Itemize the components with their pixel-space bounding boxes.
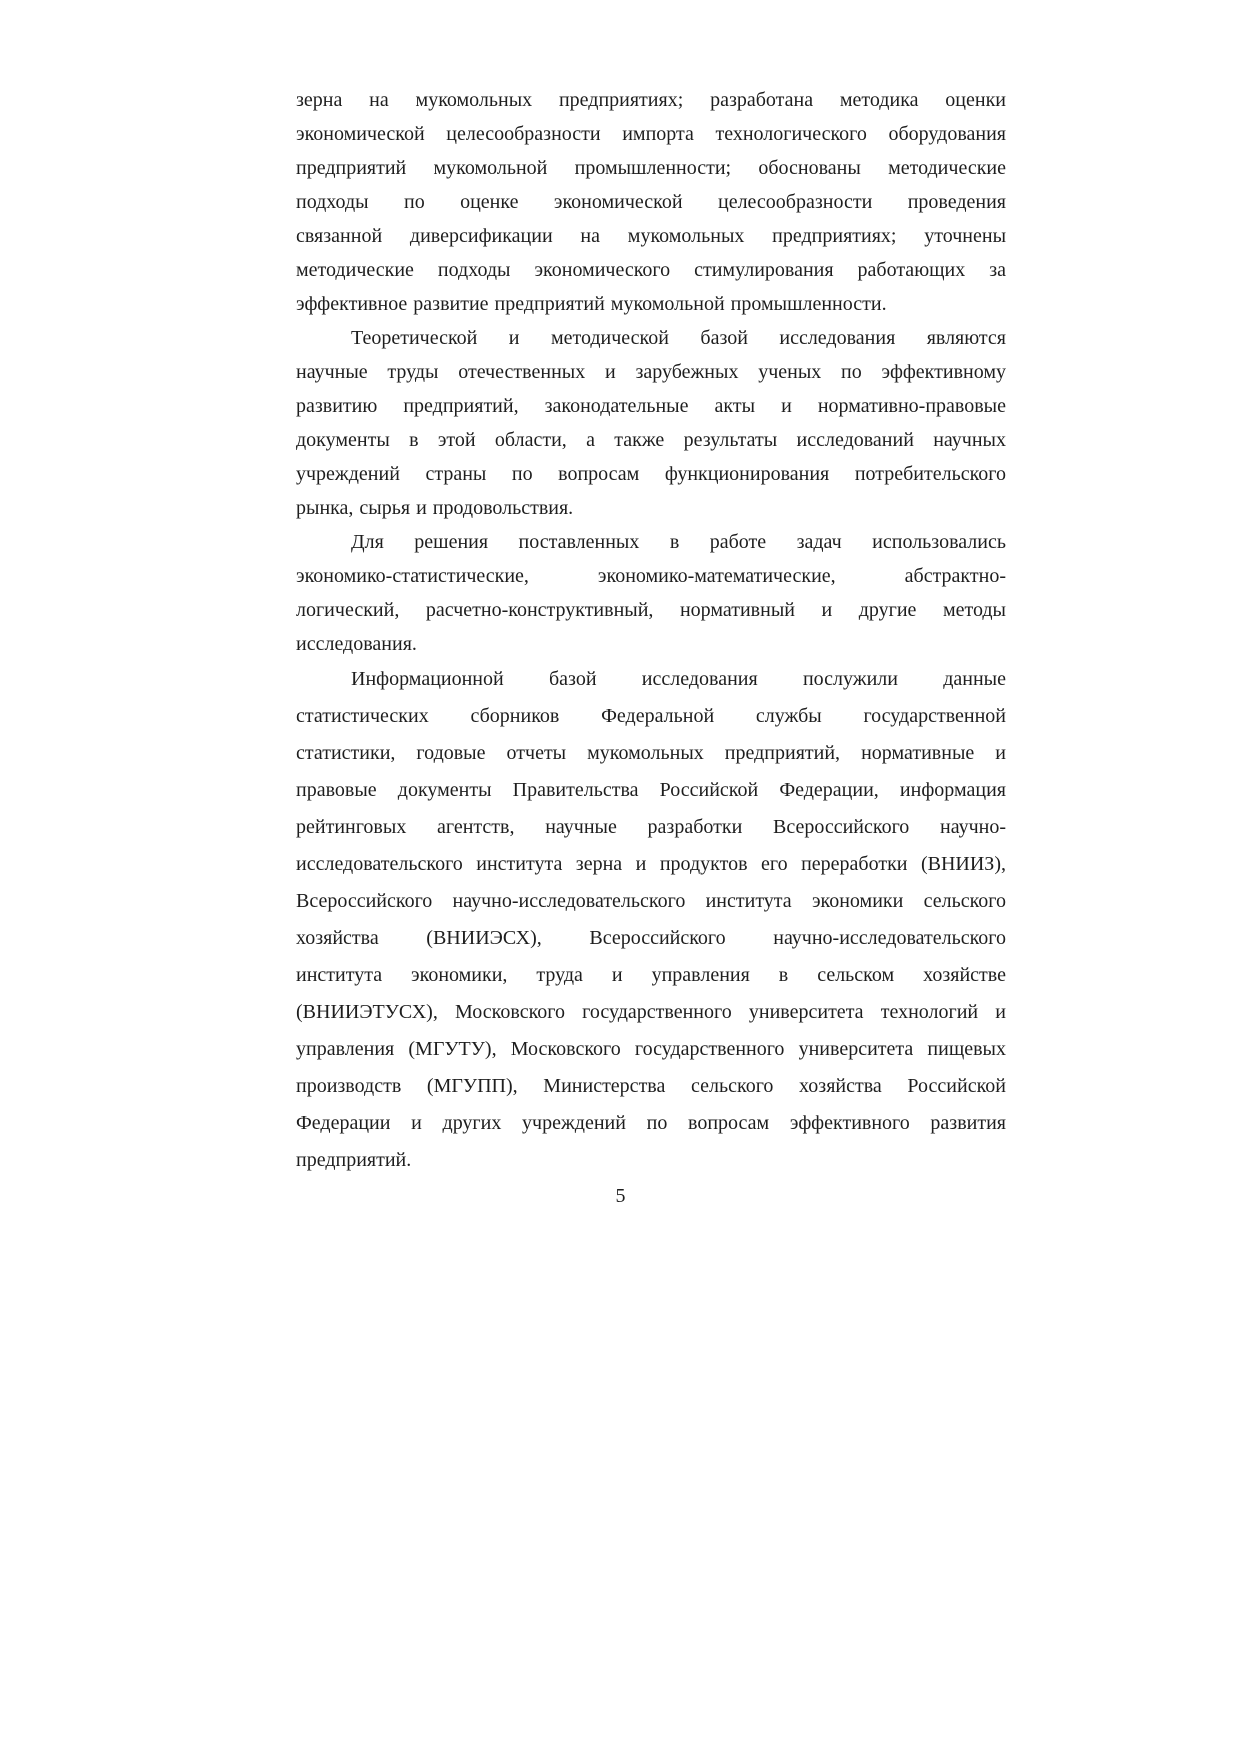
paragraph-2 [296,321,1006,525]
paragraph-1 [296,83,1006,321]
text-line: исследования. [296,633,417,655]
text-line: экономико-статистические, экономико-математические, абстрактно- [296,565,1006,587]
text-line: зерна на мукомольных предприятиях; разработана методика оценки [296,89,1006,111]
text-line: (ВНИИЭТУСХ), Московского государственного университета технологий и [296,1001,1006,1023]
text-line: методические подходы экономического стимулирования работающих за [296,259,1006,281]
text-line: Информационной базой исследования послужили данные [351,668,1006,690]
text-line: производств (МГУПП), Министерства сельского хозяйства Российской [296,1075,1006,1097]
text-line: рынка, сырья и продовольствия. [296,497,574,519]
text-line: документы в этой области, а также результаты исследований научных [296,429,1006,451]
text-line: рейтинговых агентств, научные разработки Всероссийского научно- [296,816,1006,838]
text-line: предприятий мукомольной промышленности; обоснованы методические [296,157,1006,179]
text-line: Всероссийского научно-исследовательского института экономики сельского [296,890,1006,912]
text-line: Федерации и других учреждений по вопросам эффективного развития [296,1112,1006,1134]
page-number: 5 [615,1185,626,1207]
text-line: научные труды отечественных и зарубежных ученых по эффективному [296,361,1006,383]
text-line: статистики, годовые отчеты мукомольных предприятий, нормативные и [296,742,1006,764]
text-line: Для решения поставленных в работе задач использовались [351,531,1006,553]
text-line: исследовательского института зерна и продуктов его переработки (ВНИИЗ), [296,853,1006,875]
text-line: логический, расчетно-конструктивный, нормативный и другие методы [296,599,1006,621]
text-line: развитию предприятий, законодательные акты и нормативно-правовые [296,395,1006,417]
text-line: эффективное развитие предприятий мукомольной промышленности. [296,293,887,315]
text-line: института экономики, труда и управления в сельском хозяйстве [296,964,1006,986]
text-line: правовые документы Правительства Российской Федерации, информация [296,779,1006,801]
text-line: Теоретической и методической базой исследования являются [351,327,1006,349]
text-line: связанной диверсификации на мукомольных предприятиях; уточнены [296,225,1006,247]
text-line: управления (МГУТУ), Московского государственного университета пищевых [296,1038,1006,1060]
paragraph-4 [296,661,1006,1179]
text-line: учреждений страны по вопросам функционирования потребительского [296,463,1006,485]
text-line: экономической целесообразности импорта технологического оборудования [296,123,1006,145]
text-line: подходы по оценке экономической целесообразности проведения [296,191,1006,213]
paragraph-3 [296,525,1006,661]
text-line: статистических сборников Федеральной службы государственной [296,705,1006,727]
text-line: предприятий. [296,1149,412,1171]
text-line: хозяйства (ВНИИЭСХ), Всероссийского научно-исследовательского [296,927,1006,949]
